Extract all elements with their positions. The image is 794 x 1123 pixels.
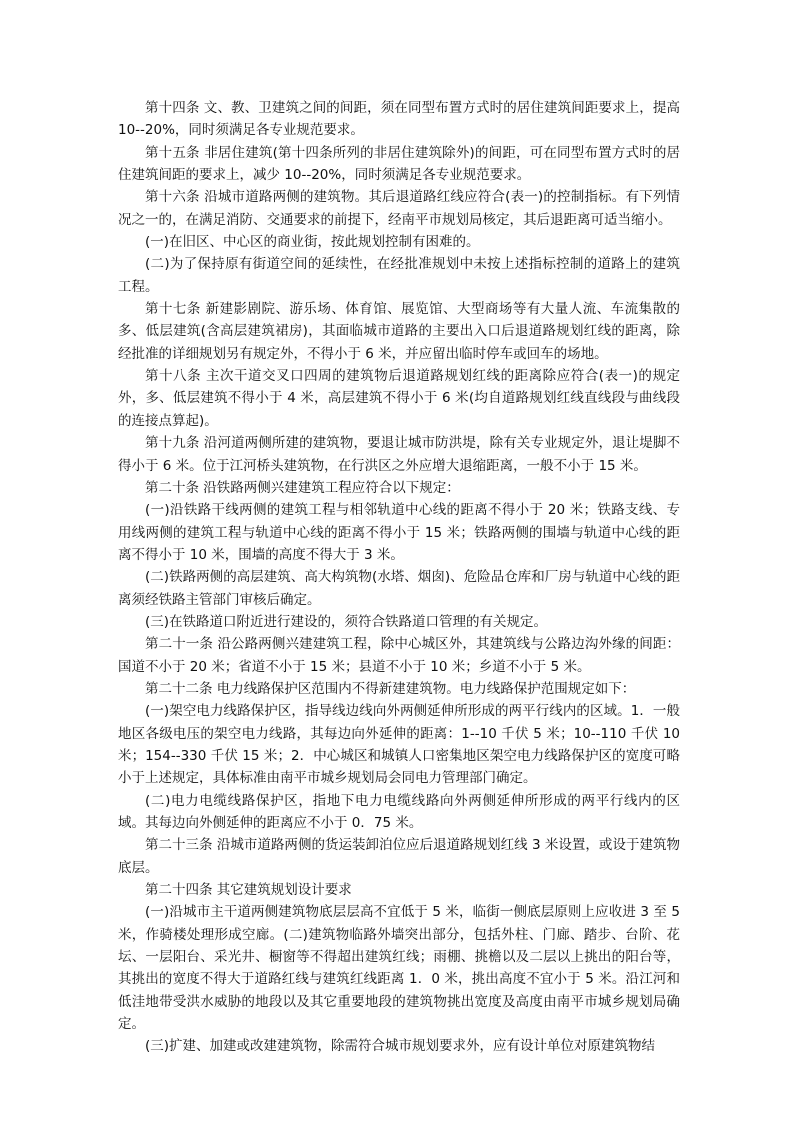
article-24: 第二十四条 其它建筑规划设计要求 (145, 882, 352, 899)
article-24-item-3: (三)扩建、加建或改建建筑物，除需符合城市规划要求外，应有设计单位对原建筑物结 (145, 1038, 656, 1055)
article-16-item-2: (二)为了保持原有街道空间的延续性，在经批准规划中未按上述指标控制的道路上的建筑工程。 (118, 256, 680, 295)
article-16: 第十六条 沿城市道路两侧的建筑物。其后退道路红线应符合(表一)的控制指标。有下列情况之一的，在满足消防、交通要求的前提下，经南平市规划局核定，其后退距离可适当缩小。 (118, 189, 680, 228)
article-20-item-1: (一)沿铁路干线两侧的建筑工程与相邻轨道中心线的距离不得小于 20 米；铁路支线、专用线两侧的建筑工程与轨道中心线的距离不得小于 15 米；铁路两侧的围墙与轨道中心线的距离不得小于 10 米，围墙的高度不得大于 3 米。 (118, 502, 680, 563)
article-15: 第十五条 非居住建筑(第十四条所列的非居住建筑除外)的间距，可在同型布置方式时的居住建筑间距的要求上，减少 10--20%，同时须满足各专业规范要求。 (118, 144, 680, 184)
article-23: 第二十三条 沿城市道路两侧的货运装卸泊位应后退道路规划红线 3 米设置，或设于建筑物底层。 (118, 837, 680, 876)
article-20-item-3: (三)在铁路道口附近进行建设的，须符合铁路道口管理的有关规定。 (145, 613, 548, 630)
article-22-item-2: (二)电力电缆线路保护区，指地下电力电缆线路向外两侧延伸所形成的两平行线内的区域。其每边向外侧延伸的距离应不小于 0．75 米。 (118, 792, 680, 831)
article-21: 第二十一条 沿公路两侧兴建建筑工程，除中心城区外，其建筑线与公路边沟外缘的间距：国道不小于 20 米；省道不小于 15 米；县道不小于 10 米；乡道不小于 5 米。 (118, 636, 680, 675)
article-24-items-1-2: (一)沿城市主干道两侧建筑物底层层高不宜低于 5 米，临街一侧底层原则上应收进 3 至 5 米，作骑楼处理形成空廊。(二)建筑物临路外墙突出部分，包括外柱、门廊、踏步、台阶、花坛、一层阳台、采光井、橱窗等不得超出建筑红线；雨棚、挑檐以及二层以上挑出的阳台等，其挑出的宽度不得大于道路红线与建筑红线距离 1．0 米，挑出高度不宜小于 5 米。沿江河和低洼地带受洪水威胁的地段以及其它重要地段的建筑物挑出宽度及高度由南平市城乡规划局确定。 (118, 904, 680, 1033)
article-14: 第十四条 文、教、卫建筑之间的间距，须在同型布置方式时的居住建筑间距要求上，提高 10--20%，同时须满足各专业规范要求。 (118, 100, 680, 139)
article-20: 第二十条 沿铁路两侧兴建建筑工程应符合以下规定： (145, 479, 460, 496)
article-17: 第十七条 新建影剧院、游乐场、体育馆、展览馆、大型商场等有大量人流、车流集散的多、低层建筑(含高层建筑裙房)，其面临城市道路的主要出入口后退道路规划红线的距离，除经批准的详细规划另有规定外，不得小于 6 米，并应留出临时停车或回车的场地。 (118, 301, 680, 362)
article-18: 第十八条 主次干道交叉口四周的建筑物后退道路规划红线的距离除应符合(表一)的规定外，多、低层建筑不得小于 4 米，高层建筑不得小于 6 米(均自道路规划红线直线段与曲线段的连接点算起)。 (118, 368, 680, 429)
article-22-item-1: (一)架空电力线路保护区，指导线边线向外两侧延伸所形成的两平行线内的区域。1．一般地区各级电压的架空电力线路，其每边向外延伸的距离：1--10 千伏 5 米；10--110 千伏 10 米；154--330 千伏 15 米；2．中心城区和城镇人口密集地区架空电力线路保护区的宽度可略小于上述规定，具体标准由南平市城乡规划局会同电力管理部门确定。 (118, 703, 680, 787)
article-20-item-2: (二)铁路两侧的高层建筑、高大构筑物(水塔、烟囱)、危险品仓库和厂房与轨道中心线的距离须经铁路主管部门审核后确定。 (118, 569, 680, 608)
article-22: 第二十二条 电力线路保护区范围内不得新建建筑物。电力线路保护范围规定如下： (145, 680, 636, 697)
article-16-item-1: (一)在旧区、中心区的商业街，按此规划控制有困难的。 (145, 234, 480, 251)
article-19: 第十九条 沿河道两侧所建的建筑物，要退让城市防洪堤，除有关专业规定外，退让堤脚不得小于 6 米。位于江河桥头建筑物，在行洪区之外应增大退缩距离，一般不小于 15 米。 (118, 435, 680, 474)
document-body (118, 97, 680, 1058)
